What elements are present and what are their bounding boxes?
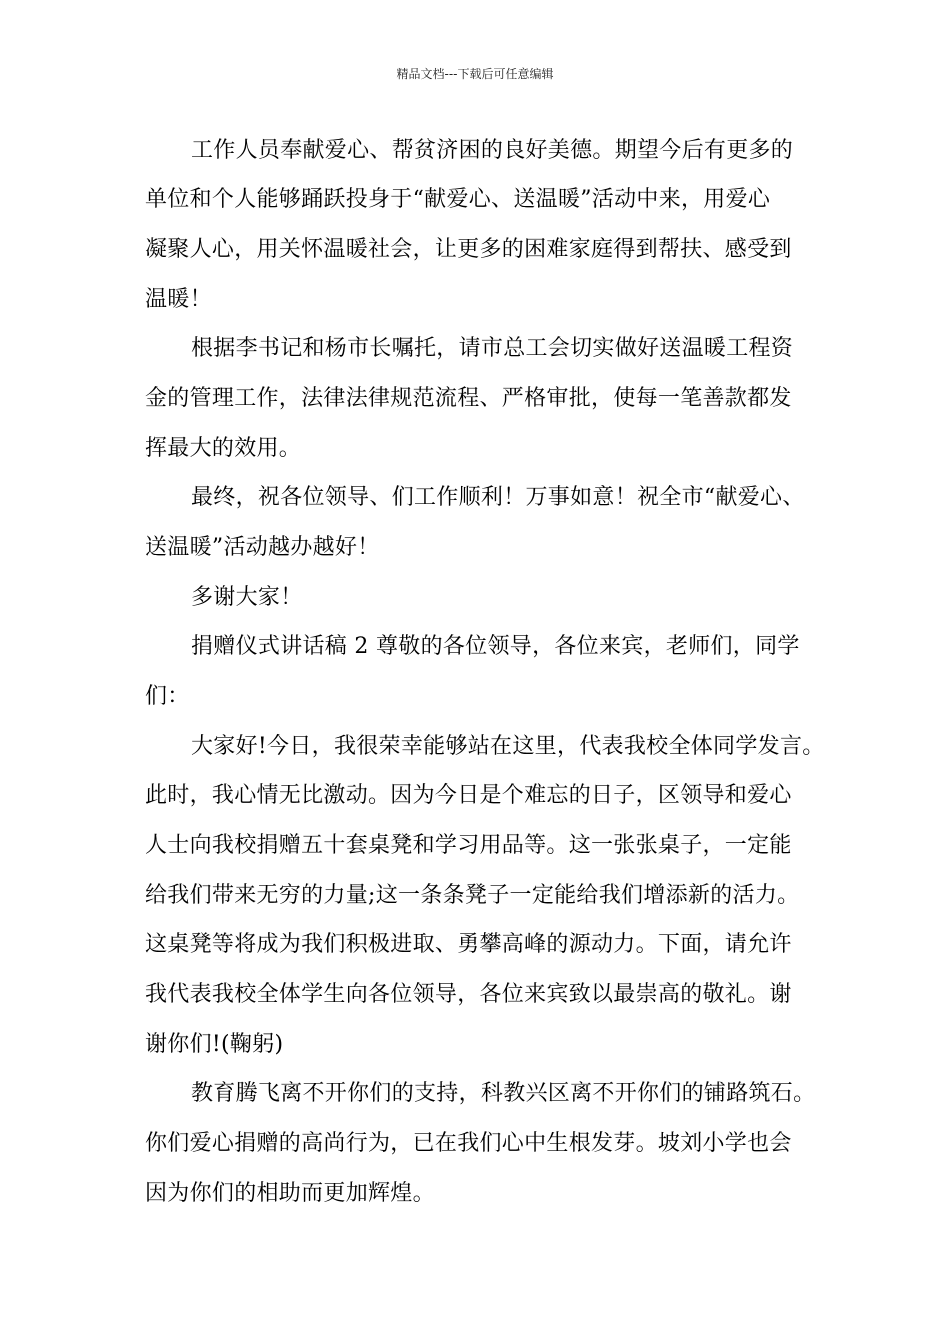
text-line: 你们爱心捐赠的高尚行为，已在我们心中生根发芽。坡刘小学也会: [145, 1131, 792, 1156]
text-line: 多谢大家！: [191, 585, 303, 610]
text-line: 送温暖”活动越办越好！: [145, 535, 380, 560]
text-line: 工作人员奉献爱心、帮贫济困的良好美德。期望今后有更多的: [191, 138, 794, 163]
text-line: 金的管理工作，法律法律规范流程、严格审批，使每一笔善款都发: [145, 386, 792, 411]
text-line: 捐赠仪式讲话稿 2 尊敬的各位领导，各位来宾，老师们，同学: [191, 634, 800, 659]
page-header: 精品文档---下载后可任意编辑: [396, 67, 554, 81]
text-line: 最终，祝各位领导、们工作顺利！万事如意！祝全市“献爱心、: [191, 485, 805, 510]
text-line: 人士向我校捐赠五十套桌凳和学习用品等。这一张张桌子，一定能: [145, 833, 792, 858]
text-line: 因为你们的相助而更加辉煌。: [145, 1181, 435, 1206]
text-line: 谢你们!(鞠躬): [145, 1032, 284, 1057]
text-line: 单位和个人能够踊跃投身于“献爱心、送温暖”活动中来，用爱心: [145, 187, 771, 212]
text-line: 温暖！: [145, 287, 212, 312]
text-line: 我代表我校全体学生向各位领导，各位来宾致以最崇高的敬礼。谢: [145, 982, 792, 1007]
text-line: 们：: [145, 684, 190, 709]
text-line: 挥最大的效用。: [145, 436, 302, 461]
text-line: 此时，我心情无比激动。因为今日是个难忘的日子，区领导和爱心: [145, 783, 792, 808]
text-line: 根据李书记和杨市长嘱托，请市总工会切实做好送温暖工程资: [191, 336, 794, 361]
text-line: 大家好!今日，我很荣幸能够站在这里，代表我校全体同学发言。: [191, 734, 825, 759]
text-line: 凝聚人心，用关怀温暖社会，让更多的困难家庭得到帮扶、感受到: [145, 237, 792, 262]
text-line: 这桌凳等将成为我们积极进取、勇攀高峰的源动力。下面，请允许: [145, 932, 792, 957]
text-line: 教育腾飞离不开你们的支持，科教兴区离不开你们的铺路筑石。: [191, 1081, 816, 1106]
text-line: 给我们带来无穷的力量;这一条条凳子一定能给我们增添新的活力。: [145, 883, 800, 908]
